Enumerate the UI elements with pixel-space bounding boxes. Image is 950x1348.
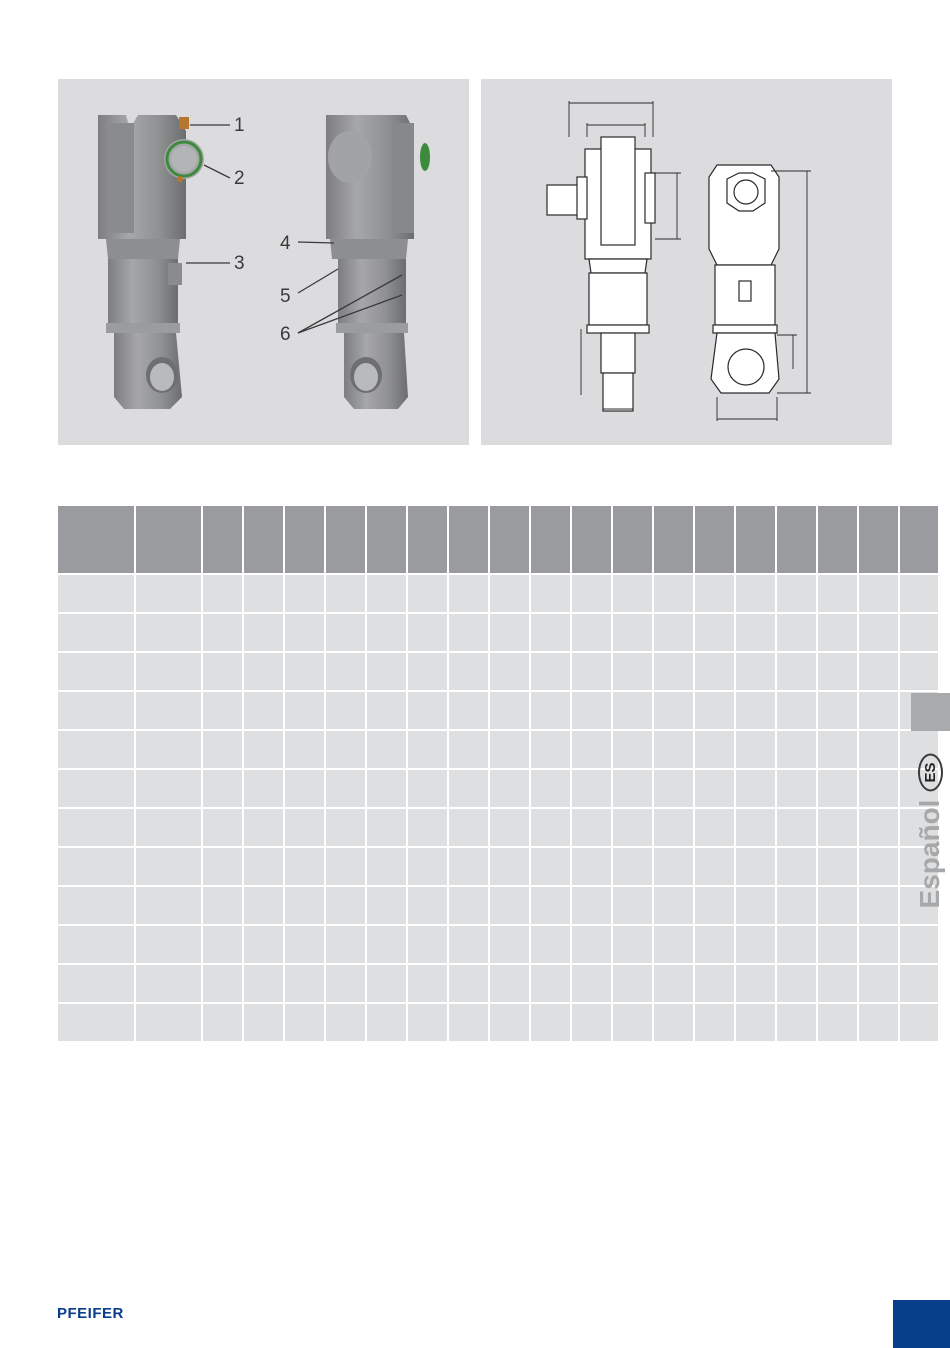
table-cell xyxy=(202,847,243,886)
table-cell xyxy=(135,730,202,769)
table-cell xyxy=(612,925,653,964)
table-cell xyxy=(530,691,571,730)
table-cell xyxy=(530,847,571,886)
callout-3: 3 xyxy=(234,253,245,274)
table-cell xyxy=(653,574,694,613)
callout-6: 6 xyxy=(280,324,291,345)
table-cell xyxy=(612,769,653,808)
table-cell xyxy=(653,808,694,847)
table-cell xyxy=(776,847,817,886)
table-cell xyxy=(284,964,325,1003)
table-cell xyxy=(694,808,735,847)
table-cell xyxy=(817,925,858,964)
table-header-cell xyxy=(243,506,284,574)
table-cell xyxy=(776,574,817,613)
table-cell xyxy=(407,847,448,886)
table-cell xyxy=(571,964,612,1003)
table-cell xyxy=(817,691,858,730)
table-cell xyxy=(776,691,817,730)
table-cell xyxy=(735,808,776,847)
table-cell xyxy=(694,730,735,769)
table-cell xyxy=(653,964,694,1003)
table-cell xyxy=(489,847,530,886)
table-cell xyxy=(366,652,407,691)
table-cell xyxy=(653,1003,694,1042)
table-row xyxy=(58,769,939,808)
table-cell xyxy=(243,769,284,808)
table-header-cell xyxy=(325,506,366,574)
table-cell xyxy=(448,691,489,730)
page-number-tab xyxy=(893,1300,950,1348)
table-cell xyxy=(530,613,571,652)
table-cell xyxy=(243,574,284,613)
table-cell xyxy=(653,847,694,886)
table-cell xyxy=(694,613,735,652)
table-cell xyxy=(58,691,135,730)
table-cell xyxy=(58,1003,135,1042)
table-cell xyxy=(366,691,407,730)
table-cell xyxy=(284,691,325,730)
table-cell xyxy=(489,691,530,730)
table-cell xyxy=(817,769,858,808)
table-cell xyxy=(571,808,612,847)
table-cell xyxy=(694,886,735,925)
table-cell xyxy=(448,964,489,1003)
table-cell xyxy=(58,613,135,652)
table-cell xyxy=(858,808,899,847)
table-row xyxy=(58,808,939,847)
table-cell xyxy=(284,574,325,613)
table-cell xyxy=(489,769,530,808)
callout-1: 1 xyxy=(234,115,245,136)
table-cell xyxy=(735,964,776,1003)
table-cell xyxy=(284,613,325,652)
table-header-cell xyxy=(284,506,325,574)
table-cell xyxy=(571,613,612,652)
table-cell xyxy=(58,652,135,691)
table-cell xyxy=(530,769,571,808)
table-cell xyxy=(489,964,530,1003)
table-cell xyxy=(571,769,612,808)
table-cell xyxy=(284,652,325,691)
table-cell xyxy=(284,925,325,964)
table-cell xyxy=(243,925,284,964)
table-cell xyxy=(776,964,817,1003)
table-cell xyxy=(58,886,135,925)
table-cell xyxy=(202,652,243,691)
table-cell xyxy=(448,808,489,847)
table-cell xyxy=(817,886,858,925)
table-cell xyxy=(135,613,202,652)
table-cell xyxy=(776,886,817,925)
table-cell xyxy=(489,1003,530,1042)
table-row xyxy=(58,652,939,691)
table-cell xyxy=(653,886,694,925)
table-cell xyxy=(530,1003,571,1042)
table-cell xyxy=(135,1003,202,1042)
table-cell xyxy=(448,847,489,886)
callout-5: 5 xyxy=(280,286,291,307)
table-cell xyxy=(735,730,776,769)
table-cell xyxy=(366,574,407,613)
table-header-cell xyxy=(448,506,489,574)
table-cell xyxy=(243,808,284,847)
table-cell xyxy=(571,691,612,730)
table-cell xyxy=(735,574,776,613)
table-cell xyxy=(530,574,571,613)
table-cell xyxy=(530,925,571,964)
table-cell xyxy=(243,652,284,691)
table-row xyxy=(58,613,939,652)
table-cell xyxy=(817,847,858,886)
table-cell xyxy=(448,886,489,925)
table-row xyxy=(58,886,939,925)
table-cell xyxy=(694,847,735,886)
table-cell xyxy=(858,574,899,613)
table-cell xyxy=(571,1003,612,1042)
table-cell xyxy=(407,613,448,652)
table-cell xyxy=(858,691,899,730)
table-cell xyxy=(694,925,735,964)
table-cell xyxy=(653,691,694,730)
table-cell xyxy=(858,652,899,691)
table-cell xyxy=(694,574,735,613)
table-row xyxy=(58,730,939,769)
table-cell xyxy=(284,808,325,847)
table-cell xyxy=(243,1003,284,1042)
table-cell xyxy=(489,574,530,613)
table-cell xyxy=(694,1003,735,1042)
table-cell xyxy=(325,613,366,652)
table-header-cell xyxy=(202,506,243,574)
table-cell xyxy=(653,769,694,808)
table-cell xyxy=(858,613,899,652)
table-cell xyxy=(407,574,448,613)
table-cell xyxy=(448,925,489,964)
table-cell xyxy=(448,574,489,613)
table-cell xyxy=(776,769,817,808)
table-header-cell xyxy=(858,506,899,574)
table-cell xyxy=(612,847,653,886)
table-cell xyxy=(58,925,135,964)
table-cell xyxy=(325,847,366,886)
table-cell xyxy=(202,1003,243,1042)
table-row xyxy=(58,574,939,613)
table-cell xyxy=(135,769,202,808)
table-cell xyxy=(858,964,899,1003)
table-cell xyxy=(571,652,612,691)
table-cell xyxy=(58,808,135,847)
table-header-cell xyxy=(571,506,612,574)
table-cell xyxy=(407,652,448,691)
table-cell xyxy=(735,1003,776,1042)
table-cell xyxy=(735,925,776,964)
table-cell xyxy=(135,808,202,847)
table-row xyxy=(58,964,939,1003)
callout-4: 4 xyxy=(280,233,291,254)
table-cell xyxy=(243,613,284,652)
table-cell xyxy=(489,808,530,847)
table-cell xyxy=(694,769,735,808)
table-cell xyxy=(202,964,243,1003)
table-cell xyxy=(202,574,243,613)
table-cell xyxy=(489,613,530,652)
table-cell xyxy=(899,964,939,1003)
table-cell xyxy=(817,1003,858,1042)
table-cell xyxy=(612,1003,653,1042)
table-cell xyxy=(612,691,653,730)
table-cell xyxy=(135,964,202,1003)
table-cell xyxy=(284,1003,325,1042)
table-cell xyxy=(735,769,776,808)
table-cell xyxy=(448,652,489,691)
table-cell xyxy=(612,886,653,925)
table-cell xyxy=(58,847,135,886)
table-cell xyxy=(366,613,407,652)
table-header-cell xyxy=(776,506,817,574)
table-cell xyxy=(135,847,202,886)
table-header-cell xyxy=(735,506,776,574)
table-cell xyxy=(366,886,407,925)
table-cell xyxy=(776,1003,817,1042)
table-cell xyxy=(694,691,735,730)
table-cell xyxy=(899,652,939,691)
table-cell xyxy=(571,730,612,769)
table-cell xyxy=(489,886,530,925)
table-cell xyxy=(58,574,135,613)
product-photo-panel xyxy=(58,79,469,445)
table-cell xyxy=(202,886,243,925)
table-cell xyxy=(407,886,448,925)
table-cell xyxy=(202,769,243,808)
table-cell xyxy=(135,886,202,925)
table-header-cell xyxy=(58,506,135,574)
table-cell xyxy=(530,964,571,1003)
table-cell xyxy=(735,652,776,691)
table-cell xyxy=(325,808,366,847)
table-cell xyxy=(653,730,694,769)
table-cell xyxy=(325,574,366,613)
table-cell xyxy=(817,808,858,847)
table-cell xyxy=(735,691,776,730)
table-cell xyxy=(243,886,284,925)
table-cell xyxy=(407,964,448,1003)
table-header-cell xyxy=(899,506,939,574)
table-cell xyxy=(530,730,571,769)
table-cell xyxy=(407,691,448,730)
table-cell xyxy=(366,1003,407,1042)
table-cell xyxy=(735,886,776,925)
table-cell xyxy=(817,574,858,613)
table-cell xyxy=(325,730,366,769)
table-cell xyxy=(243,847,284,886)
table-cell xyxy=(325,886,366,925)
table-cell xyxy=(899,1003,939,1042)
table-cell xyxy=(325,769,366,808)
table-cell xyxy=(58,730,135,769)
table-cell xyxy=(489,652,530,691)
table-cell xyxy=(612,964,653,1003)
table-cell xyxy=(571,925,612,964)
spec-table xyxy=(58,506,940,1043)
table-cell xyxy=(366,847,407,886)
table-cell xyxy=(366,730,407,769)
table-cell xyxy=(858,769,899,808)
table-cell xyxy=(776,925,817,964)
table-cell xyxy=(530,886,571,925)
table-cell xyxy=(407,730,448,769)
table-cell xyxy=(530,652,571,691)
table-cell xyxy=(407,808,448,847)
table-header-cell xyxy=(653,506,694,574)
table-header-cell xyxy=(489,506,530,574)
technical-drawing-panel xyxy=(481,79,892,445)
table-cell xyxy=(694,964,735,1003)
table-cell xyxy=(325,691,366,730)
table-cell xyxy=(325,925,366,964)
table-cell xyxy=(284,886,325,925)
table-cell xyxy=(530,808,571,847)
table-cell xyxy=(899,925,939,964)
table-cell xyxy=(448,1003,489,1042)
table-cell xyxy=(899,574,939,613)
table-cell xyxy=(366,808,407,847)
table-cell xyxy=(202,613,243,652)
table-cell xyxy=(776,808,817,847)
table-cell xyxy=(202,808,243,847)
table-cell xyxy=(653,652,694,691)
table-cell xyxy=(817,730,858,769)
table-cell xyxy=(284,730,325,769)
table-cell xyxy=(135,691,202,730)
language-badge: ES xyxy=(918,754,943,792)
table-cell xyxy=(612,652,653,691)
table-cell xyxy=(612,730,653,769)
table-cell xyxy=(612,574,653,613)
table-cell xyxy=(776,652,817,691)
table-header-cell xyxy=(530,506,571,574)
table-cell xyxy=(243,691,284,730)
table-header-cell xyxy=(135,506,202,574)
table-cell xyxy=(489,730,530,769)
technical-drawing xyxy=(481,79,892,445)
language-label xyxy=(914,754,946,909)
table-cell xyxy=(202,730,243,769)
table-cell xyxy=(858,886,899,925)
table-cell xyxy=(899,613,939,652)
table-cell xyxy=(325,964,366,1003)
table-cell xyxy=(858,847,899,886)
table-cell xyxy=(858,925,899,964)
table-cell xyxy=(58,964,135,1003)
table-cell xyxy=(858,730,899,769)
table-header-cell xyxy=(407,506,448,574)
table-cell xyxy=(284,847,325,886)
table-cell xyxy=(325,652,366,691)
table-header-cell xyxy=(366,506,407,574)
product-photo xyxy=(58,79,469,445)
side-tab-marker xyxy=(911,693,950,731)
language-text: Español xyxy=(914,799,945,909)
brand-logo: PFEIFER xyxy=(57,1305,124,1322)
table-cell xyxy=(653,613,694,652)
table-cell xyxy=(653,925,694,964)
table-cell xyxy=(243,964,284,1003)
table-cell xyxy=(571,886,612,925)
table-cell xyxy=(694,652,735,691)
table-row xyxy=(58,1003,939,1042)
table-cell xyxy=(776,730,817,769)
table-header-cell xyxy=(612,506,653,574)
table-cell xyxy=(407,925,448,964)
table-cell xyxy=(366,925,407,964)
table-cell xyxy=(135,652,202,691)
table-cell xyxy=(858,1003,899,1042)
table-cell xyxy=(243,730,284,769)
table-cell xyxy=(612,613,653,652)
table-cell xyxy=(407,769,448,808)
table-row xyxy=(58,925,939,964)
table-cell xyxy=(776,613,817,652)
table-cell xyxy=(735,847,776,886)
table-cell xyxy=(202,925,243,964)
table-cell xyxy=(571,574,612,613)
swivel-left-image xyxy=(98,115,204,409)
table-cell xyxy=(202,691,243,730)
table-cell xyxy=(817,613,858,652)
table-cell xyxy=(448,730,489,769)
table-header-cell xyxy=(817,506,858,574)
table-row xyxy=(58,847,939,886)
table-cell xyxy=(135,574,202,613)
table-header-row xyxy=(58,506,939,574)
table-row xyxy=(58,691,939,730)
callout-2: 2 xyxy=(234,168,245,189)
table-cell xyxy=(366,769,407,808)
table-cell xyxy=(325,1003,366,1042)
table-cell xyxy=(135,925,202,964)
table-cell xyxy=(407,1003,448,1042)
table-cell xyxy=(489,925,530,964)
table-cell xyxy=(284,769,325,808)
table-header-cell xyxy=(694,506,735,574)
table-cell xyxy=(735,613,776,652)
table-cell xyxy=(817,652,858,691)
table-cell xyxy=(571,847,612,886)
table-cell xyxy=(448,769,489,808)
table-cell xyxy=(58,769,135,808)
table-cell xyxy=(448,613,489,652)
table-cell xyxy=(817,964,858,1003)
table-cell xyxy=(612,808,653,847)
swivel-right-image xyxy=(326,115,430,409)
table-cell xyxy=(366,964,407,1003)
